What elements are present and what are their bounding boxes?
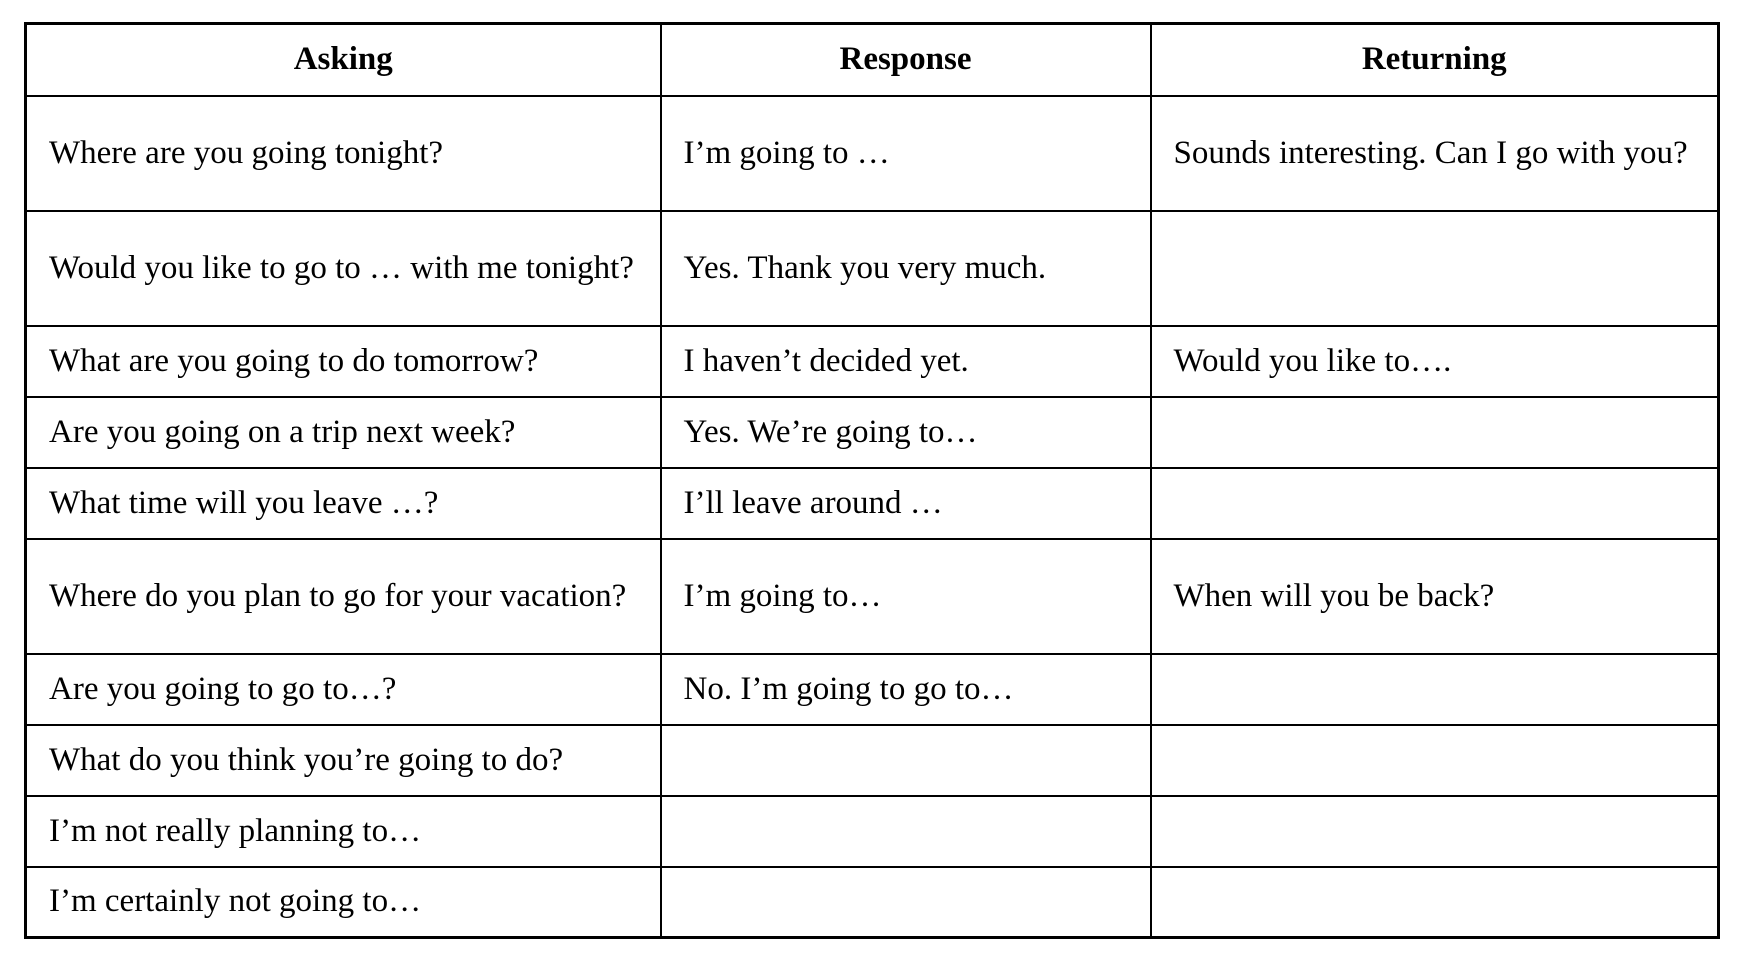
cell-asking: Where are you going tonight? (26, 96, 661, 211)
table-row (26, 654, 1719, 725)
header-response: Response (661, 24, 1151, 96)
table-row (26, 867, 1719, 938)
cell-response: Yes. Thank you very much. (661, 211, 1151, 326)
cell-returning (1151, 468, 1719, 539)
cell-returning (1151, 867, 1719, 938)
cell-asking: Would you like to go to … with me tonight? (26, 211, 661, 326)
cell-asking: What do you think you’re going to do? (26, 725, 661, 796)
phrase-table (24, 22, 1720, 939)
cell-asking: Where do you plan to go for your vacation? (26, 539, 661, 654)
header-asking: Asking (26, 24, 661, 96)
cell-response (661, 796, 1151, 867)
cell-asking: Are you going to go to…? (26, 654, 661, 725)
cell-response (661, 725, 1151, 796)
header-returning: Returning (1151, 24, 1719, 96)
cell-returning (1151, 211, 1719, 326)
cell-asking: What time will you leave …? (26, 468, 661, 539)
cell-returning (1151, 796, 1719, 867)
cell-response: I haven’t decided yet. (661, 326, 1151, 397)
table-row (26, 326, 1719, 397)
phrase-table-container (24, 22, 1717, 939)
table-row (26, 397, 1719, 468)
table-row (26, 539, 1719, 654)
cell-returning: Sounds interesting. Can I go with you? (1151, 96, 1719, 211)
cell-response (661, 867, 1151, 938)
cell-asking: What are you going to do tomorrow? (26, 326, 661, 397)
cell-asking: Are you going on a trip next week? (26, 397, 661, 468)
table-row (26, 725, 1719, 796)
cell-returning (1151, 397, 1719, 468)
cell-response: I’m going to… (661, 539, 1151, 654)
table-row (26, 796, 1719, 867)
table-row (26, 211, 1719, 326)
cell-returning: When will you be back? (1151, 539, 1719, 654)
cell-response: Yes. We’re going to… (661, 397, 1151, 468)
cell-returning: Would you like to…. (1151, 326, 1719, 397)
cell-asking: I’m certainly not going to… (26, 867, 661, 938)
cell-returning (1151, 725, 1719, 796)
table-row (26, 468, 1719, 539)
cell-asking: I’m not really planning to… (26, 796, 661, 867)
header-row (26, 24, 1719, 96)
cell-response: No. I’m going to go to… (661, 654, 1151, 725)
cell-response: I’ll leave around … (661, 468, 1151, 539)
cell-returning (1151, 654, 1719, 725)
table-body (26, 96, 1719, 938)
table-row (26, 96, 1719, 211)
cell-response: I’m going to … (661, 96, 1151, 211)
